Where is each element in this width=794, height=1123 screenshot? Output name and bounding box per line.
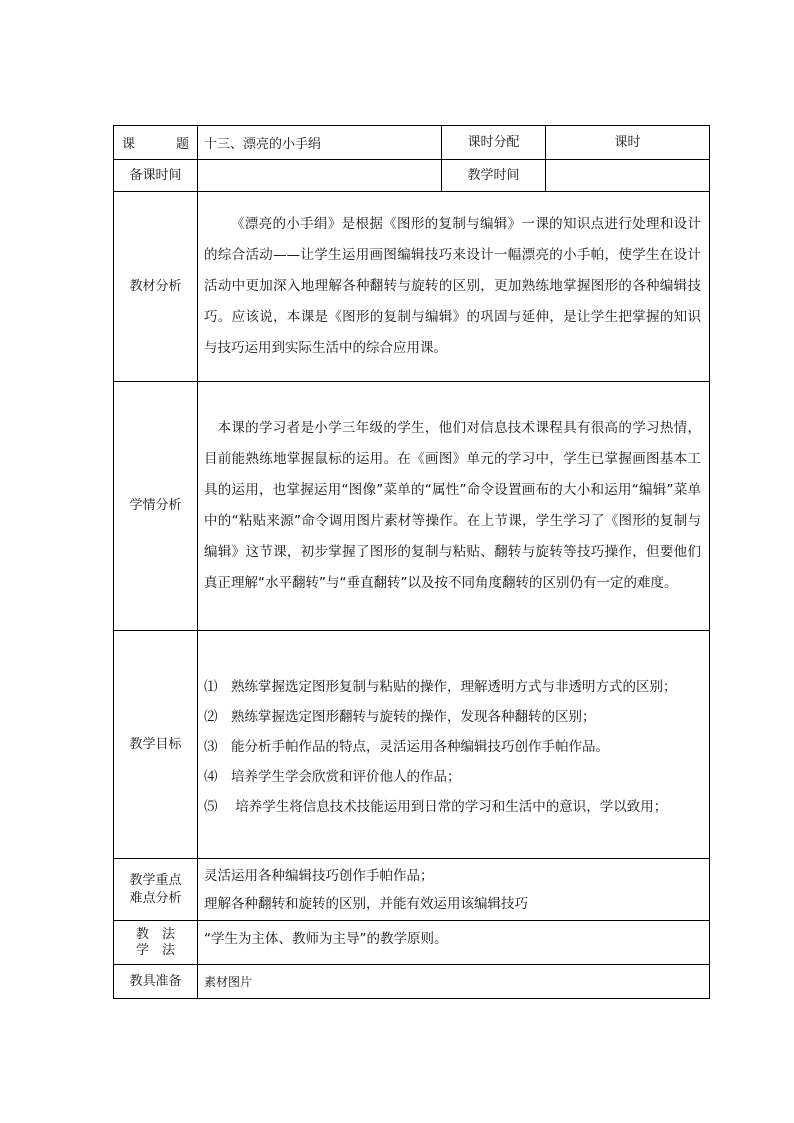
topic-label: 课 题 <box>122 137 189 152</box>
teach-time-label: 教学时间 <box>442 160 546 192</box>
period-value: 课时 <box>546 126 710 160</box>
student-analysis-text: 本课的学习者是小学三年级的学生，他们对信息技术课程具有很高的学习热情，目前能熟练地掌握鼠标的运用。在《画图》单元的学习中，学生已掌握画图基本工具的运用，也掌握运用“图像”菜单的“属性”命令设置画布的大小和运用“编辑”菜单中的“粘贴来源”命令调用图片素材等操作。在上节课，学生学习了《图形的复制与编辑》这节课，初步掌握了图形的复制与粘贴、翻转与旋转等技巧操作，但要他们真正理解“水平翻转”与“垂直翻转”以及按不同角度翻转的区别仍有一定的难度。 <box>204 420 701 591</box>
methods-label-line2: 学 法 <box>135 942 175 958</box>
tools-label: 教具准备 <box>114 965 198 999</box>
lesson-plan-table <box>113 125 710 999</box>
topic-label-cell <box>114 126 198 160</box>
material-analysis-label: 教材分析 <box>114 192 198 382</box>
row-methods <box>114 921 710 965</box>
methods-cell <box>198 921 710 965</box>
objectives-cell <box>198 631 710 859</box>
objective-item: ⑸ 培养学生将信息技术技能运用到日常的学习和生活中的意识，学以致用； <box>204 798 668 815</box>
period-label: 课时分配 <box>442 126 546 160</box>
row-topic <box>114 126 710 160</box>
student-analysis-label: 学情分析 <box>114 382 198 631</box>
row-tools <box>114 965 710 999</box>
material-analysis-cell <box>198 192 710 382</box>
objective-item: ⑴ 熟练掌握选定图形复制与粘贴的操作，理解透明方式与非透明方式的区别； <box>204 678 677 695</box>
prep-time-value <box>198 160 442 192</box>
objective-item: ⑷ 培养学生学会欣赏和评价他人的作品； <box>204 768 461 785</box>
methods-label-cell <box>114 921 198 965</box>
topic-value: 十三、漂亮的小手绢 <box>198 126 442 160</box>
key-points-cell <box>198 859 710 921</box>
teach-time-value <box>546 160 710 192</box>
key-points-line2: 理解各种翻转和旋转的区别，并能有效运用该编辑技巧 <box>204 895 528 912</box>
key-points-label-line2: 难点分析 <box>129 890 182 906</box>
student-analysis-cell <box>198 382 710 631</box>
row-student-analysis <box>114 382 710 631</box>
material-analysis-text: 《漂亮的小手绢》是根据《图形的复制与编辑》一课的知识点进行处理和设计的综合活动——让学生运用画图编辑技巧来设计一幅漂亮的小手帕，使学生在设计活动中更加深入地理解各种翻转与旋转的区别，更加熟练地掌握图形的各种编辑技巧。应该说，本课是《图形的复制与编辑》的巩固与延伸，是让学生把掌握的知识与技巧运用到实际生活中的综合应用课。 <box>204 216 701 356</box>
objectives-label: 教学目标 <box>114 631 198 859</box>
objective-item: ⑶ 能分析手帕作品的特点，灵活运用各种编辑技巧创作手帕作品。 <box>204 738 609 755</box>
row-material-analysis <box>114 192 710 382</box>
row-time <box>114 160 710 192</box>
row-key-points <box>114 859 710 921</box>
key-points-label-line1: 教学重点 <box>129 872 182 888</box>
row-objectives <box>114 631 710 859</box>
key-points-line1: 灵活运用各种编辑技巧创作手帕作品； <box>204 867 434 884</box>
key-points-label-cell <box>114 859 198 921</box>
methods-label-line1: 教 法 <box>135 926 175 942</box>
prep-time-label: 备课时间 <box>114 160 198 192</box>
tools-value: 素材图片 <box>198 965 710 999</box>
objective-item: ⑵ 熟练掌握选定图形翻转与旋转的操作，发现各种翻转的区别； <box>204 708 596 725</box>
methods-text: “学生为主体、教师为主导”的教学原则。 <box>204 931 448 947</box>
